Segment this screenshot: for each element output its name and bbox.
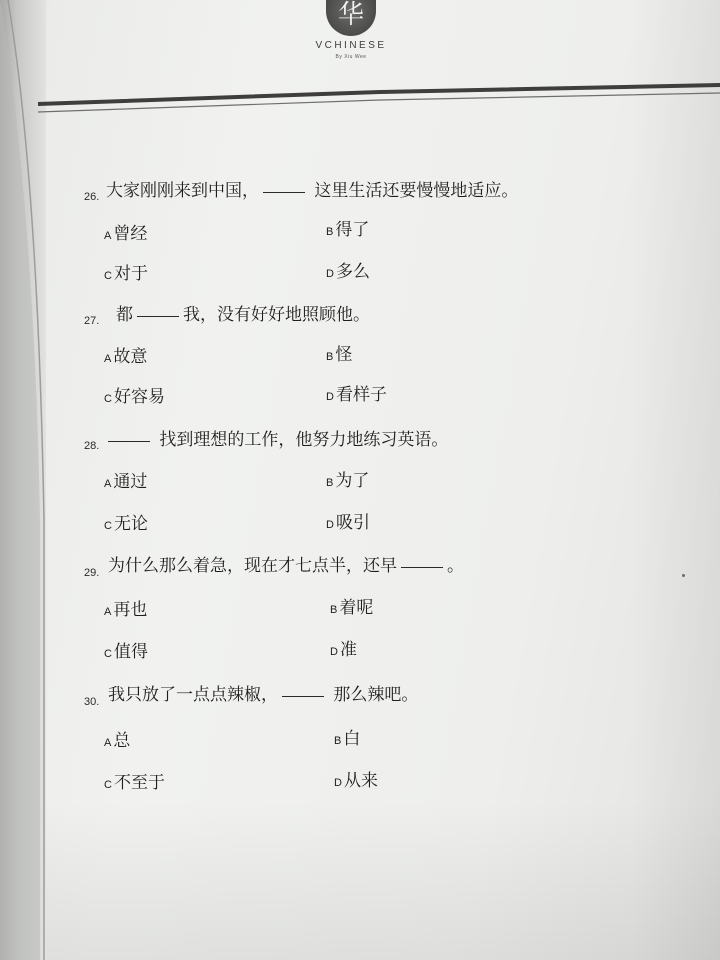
option-letter: C <box>104 648 112 660</box>
option-text: 准 <box>339 640 357 660</box>
header-divider <box>0 0 720 130</box>
option-b <box>326 340 352 365</box>
option-letter: A <box>104 230 112 242</box>
option-letter: D <box>326 391 334 403</box>
option-c <box>104 259 148 284</box>
option-letter: C <box>104 520 112 532</box>
question-number: 27. <box>84 315 100 327</box>
question-text-after: 这里生活还要慢慢地适应。 <box>309 181 519 201</box>
option-letter: A <box>104 606 112 618</box>
option-letter: C <box>104 270 112 282</box>
option-b <box>334 724 360 749</box>
answer-blank <box>401 567 443 568</box>
option-d <box>326 380 387 405</box>
option-b <box>330 593 373 618</box>
option-text: 值得 <box>113 642 148 662</box>
option-c <box>104 382 165 407</box>
option-letter: A <box>104 737 112 749</box>
option-a <box>104 219 147 244</box>
option-letter: A <box>104 353 112 365</box>
option-text: 吸引 <box>335 513 370 533</box>
option-text: 从来 <box>343 771 378 791</box>
option-c <box>104 637 148 662</box>
option-letter: A <box>104 478 112 490</box>
option-d <box>326 257 370 282</box>
answer-blank <box>263 192 305 193</box>
answer-blank <box>282 696 324 697</box>
question-text-before: 我只放了一点点辣椒， <box>108 685 278 705</box>
question-text-after: 那么辣吧。 <box>328 685 419 705</box>
option-text: 看样子 <box>335 385 387 405</box>
option-text: 对于 <box>113 264 148 284</box>
option-text: 总 <box>113 731 131 751</box>
option-a <box>104 726 130 751</box>
option-text: 曾经 <box>113 224 148 244</box>
logo-character: 华 <box>337 0 364 30</box>
option-letter: D <box>326 268 334 280</box>
option-d <box>330 635 357 660</box>
brand-author: By Xiu Wee <box>335 54 367 60</box>
question-text <box>104 425 448 450</box>
option-b <box>326 215 369 240</box>
question-number: 26. <box>84 191 100 203</box>
question-text-after: 我，没有好好地照顾他。 <box>183 305 370 325</box>
answer-blank <box>137 316 179 317</box>
option-a <box>104 342 147 367</box>
brand-name: VCHINESE <box>315 40 387 51</box>
page-edge-curve <box>0 0 60 960</box>
option-letter: D <box>330 646 338 658</box>
option-d <box>334 766 378 791</box>
option-letter: B <box>330 604 338 616</box>
option-letter: C <box>104 779 112 791</box>
question-text-before: 都 <box>116 305 133 325</box>
option-text: 白 <box>343 729 361 749</box>
paper-speck <box>682 574 685 577</box>
option-text: 通过 <box>113 472 148 492</box>
option-letter: B <box>326 351 334 363</box>
page-shadow-right <box>630 0 720 960</box>
question-text-before: 为什么那么着急，现在才七点半，还早 <box>108 556 397 576</box>
answer-blank <box>108 441 150 442</box>
question-text <box>116 300 370 325</box>
question-text <box>108 680 418 705</box>
question-text-before: 大家刚刚来到中国， <box>106 181 259 201</box>
question-text-after: 。 <box>447 556 464 576</box>
option-letter: B <box>326 226 334 238</box>
option-text: 故意 <box>113 347 148 367</box>
question-number: 29. <box>84 567 100 579</box>
option-text: 再也 <box>113 600 148 620</box>
question-number: 30. <box>84 696 100 708</box>
option-text: 好容易 <box>113 387 165 407</box>
option-a <box>104 467 147 492</box>
question-text-after: 找到理想的工作，他努力地练习英语。 <box>154 430 449 450</box>
page-shadow-bottom <box>0 800 720 960</box>
option-c <box>104 509 148 534</box>
option-text: 得了 <box>335 220 370 240</box>
question-text <box>106 176 518 201</box>
option-text: 多么 <box>335 262 370 282</box>
question-text <box>108 551 464 576</box>
option-text: 不至于 <box>113 773 165 793</box>
option-text: 无论 <box>113 514 148 534</box>
option-letter: D <box>326 519 334 531</box>
option-letter: B <box>326 477 334 489</box>
option-letter: C <box>104 393 112 405</box>
option-letter: B <box>334 735 342 747</box>
option-a <box>104 595 147 620</box>
option-d <box>326 508 370 533</box>
question-number: 28. <box>84 440 100 452</box>
option-text: 怪 <box>335 345 353 365</box>
option-letter: D <box>334 777 342 789</box>
option-c <box>104 768 165 793</box>
option-b <box>326 466 369 491</box>
option-text: 为了 <box>335 471 370 491</box>
option-text: 着呢 <box>339 598 374 618</box>
